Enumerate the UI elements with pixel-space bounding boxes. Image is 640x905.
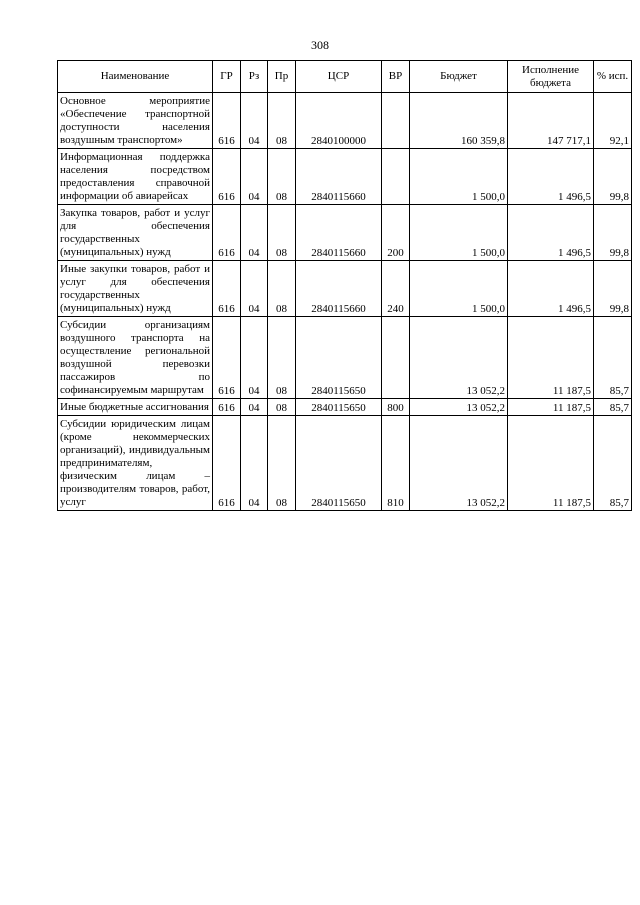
row-percent: 92,1 — [594, 93, 632, 149]
header-execution: Исполнение бюджета — [508, 61, 594, 93]
header-budget: Бюджет — [410, 61, 508, 93]
row-percent: 99,8 — [594, 205, 632, 261]
row-pr: 08 — [268, 93, 296, 149]
row-rz: 04 — [241, 149, 268, 205]
row-budget: 13 052,2 — [410, 416, 508, 511]
row-pr: 08 — [268, 149, 296, 205]
row-gr: 616 — [213, 399, 241, 416]
header-csr: ЦСР — [296, 61, 382, 93]
row-gr: 616 — [213, 149, 241, 205]
row-vr: 200 — [382, 205, 410, 261]
header-name: Наименование — [58, 61, 213, 93]
row-percent: 85,7 — [594, 317, 632, 399]
row-rz: 04 — [241, 399, 268, 416]
row-execution: 11 187,5 — [508, 416, 594, 511]
row-execution: 147 717,1 — [508, 93, 594, 149]
row-budget: 160 359,8 — [410, 93, 508, 149]
row-csr: 2840115660 — [296, 149, 382, 205]
row-csr: 2840115650 — [296, 399, 382, 416]
row-name: Основное мероприятие «Обеспечение транспортной доступности населения воздушным транспортом» — [58, 93, 213, 149]
header-percent: % исп. — [594, 61, 632, 93]
row-execution: 11 187,5 — [508, 317, 594, 399]
row-budget: 1 500,0 — [410, 205, 508, 261]
row-execution: 11 187,5 — [508, 399, 594, 416]
row-name: Субсидии юридическим лицам (кроме некоммерческих организаций), индивидуальным предпринимателям, физическим лицам – производителям товаров, работ, услуг — [58, 416, 213, 511]
row-csr: 2840100000 — [296, 93, 382, 149]
row-budget: 13 052,2 — [410, 317, 508, 399]
row-gr: 616 — [213, 416, 241, 511]
row-rz: 04 — [241, 93, 268, 149]
row-vr: 810 — [382, 416, 410, 511]
row-pr: 08 — [268, 399, 296, 416]
row-rz: 04 — [241, 205, 268, 261]
row-csr: 2840115650 — [296, 317, 382, 399]
row-percent: 99,8 — [594, 149, 632, 205]
row-pr: 08 — [268, 416, 296, 511]
table-row — [58, 93, 632, 149]
header-vr: ВР — [382, 61, 410, 93]
row-vr — [382, 317, 410, 399]
page-number: 308 — [311, 38, 329, 52]
row-execution: 1 496,5 — [508, 205, 594, 261]
row-name: Закупка товаров, работ и услуг для обеспечения государственных (муниципальных) нужд — [58, 205, 213, 261]
row-gr: 616 — [213, 261, 241, 317]
row-csr: 2840115660 — [296, 205, 382, 261]
row-execution: 1 496,5 — [508, 261, 594, 317]
row-gr: 616 — [213, 205, 241, 261]
row-budget: 13 052,2 — [410, 399, 508, 416]
row-execution: 1 496,5 — [508, 149, 594, 205]
row-csr: 2840115650 — [296, 416, 382, 511]
row-csr: 2840115660 — [296, 261, 382, 317]
table-row — [58, 261, 632, 317]
row-percent: 85,7 — [594, 416, 632, 511]
row-vr: 240 — [382, 261, 410, 317]
row-budget: 1 500,0 — [410, 261, 508, 317]
row-name: Информационная поддержка населения посредством предоставления справочной информации об авиарейсах — [58, 149, 213, 205]
row-vr — [382, 149, 410, 205]
row-name: Субсидии организациям воздушного транспорта на осуществление региональной воздушной перевозки пассажиров по софинансируемым маршрутам — [58, 317, 213, 399]
header-rz: Рз — [241, 61, 268, 93]
table-row — [58, 205, 632, 261]
row-percent: 85,7 — [594, 399, 632, 416]
row-pr: 08 — [268, 317, 296, 399]
table-row — [58, 399, 632, 416]
row-rz: 04 — [241, 416, 268, 511]
row-pr: 08 — [268, 261, 296, 317]
row-name: Иные закупки товаров, работ и услуг для обеспечения государственных (муниципальных) нужд — [58, 261, 213, 317]
budget-table — [57, 60, 632, 511]
header-gr: ГР — [213, 61, 241, 93]
row-rz: 04 — [241, 317, 268, 399]
table-row — [58, 416, 632, 511]
row-rz: 04 — [241, 261, 268, 317]
row-percent: 99,8 — [594, 261, 632, 317]
row-budget: 1 500,0 — [410, 149, 508, 205]
row-name: Иные бюджетные ассигнования — [58, 399, 213, 416]
row-vr: 800 — [382, 399, 410, 416]
table-row — [58, 149, 632, 205]
row-vr — [382, 93, 410, 149]
header-pr: Пр — [268, 61, 296, 93]
table-header-row — [58, 61, 632, 93]
row-gr: 616 — [213, 93, 241, 149]
row-gr: 616 — [213, 317, 241, 399]
row-pr: 08 — [268, 205, 296, 261]
table-row — [58, 317, 632, 399]
